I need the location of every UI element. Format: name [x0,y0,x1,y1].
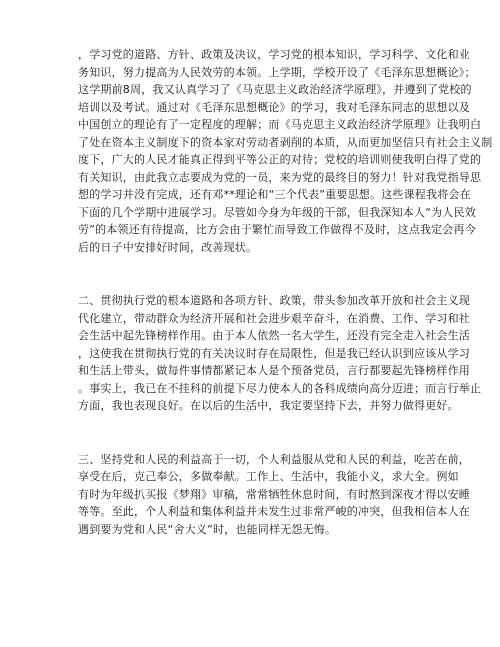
paragraph-spacer [78,256,436,292]
text-line: 了处在资本主义制度下的资本家对劳动者剥削的本质，从而更加坚信只有社会主义制 [78,135,493,149]
text-line: 劳”的本领还有待提高，比方会由于繁忙而导致工作做得不及时，这点我定会再今 [78,223,476,236]
text-line: 代化建立，带动群众为经济开展和社会进步艰辛奋斗，在消费、工作、学习和社 [78,311,470,325]
paragraph-spacer [78,415,436,451]
text-line: 后的日子中安排好时间，改善现状。 [78,240,258,254]
paragraph-section-two [78,292,482,415]
paragraph-section-three [78,451,470,539]
text-line: 下面的几个学期中进展学习。尽管如今身为年级的干部，但我深知本人“为人民效 [78,205,476,219]
text-line: 想的学习并没有完成，还有邓**理论和“三个代表”重要思想。这些课程我将会在 [78,188,471,201]
text-line: 方面，我也表现良好。在以后的生活中，我定要坚持下去，并努力做得更好。 [78,399,459,412]
text-line: 中国创立的理论有了一定程度的理解；而《马克思主义政治经济学原理》让我明白 [78,118,482,131]
text-line: 和生活上带头，做每件事情都紧记本人是个预备党员，言行都要起先锋榜样作用 [78,364,470,377]
document-body [78,46,493,538]
text-line: 这学期前8周，我又认真学习了《马克思主义政治经济学原理》，并遵到了党校的 [78,83,472,96]
text-line: 培训以及考试。通过对《毛泽东思想概论》的学习，我对毛泽东同志的思想以及 [78,100,470,114]
text-line: 三、坚持党和人民的利益高于一切，个人利益服从党和人民的利益，吃苦在前， [78,452,470,466]
text-line: 会生活中起先锋榜样作用。由于本人依然一名大学生，还没有完全走入社会生活 [78,329,470,342]
text-line: 有时为年级扒买报《梦翔》审稿，常常牺牲休息时间，有时熬到深夜才得以安睡 [78,487,470,501]
text-line: 遇到要为党和人民“舍大义”时，也能同样无怨无悔。 [78,522,337,536]
text-line: 二、贯彻执行党的根本道路和各项方针、政策，带头参加改革开放和社会主义现 [78,294,470,307]
text-line: 务知识，努力提高为人民效劳的本领。上学期，学校开设了《毛泽东思想概论》； [78,65,476,79]
text-line: ，这使我在贯彻执行党的有关决议时存在局限性，但是我已经认识到应该从学习 [78,346,470,360]
paragraph-study [78,46,493,256]
text-line: ，学习党的道路、方针、政策及决议，学习党的根本知识，学习科学、文化和业 [78,48,470,61]
text-line: 。事实上，我已在不挂科的前提下尽力使本人的各科成绩向高分迈进；而言行举止 [78,381,482,395]
text-line: 有关知识，由此我立志要成为党的一员，来为党的最终目的努力！针对我党指导思 [78,170,482,184]
text-line: 度下，广大的人民才能真正得到平等公正的对待；党校的培训则使我明白得了党的 [78,153,482,166]
text-line: 等等。至此，个人利益和集体利益并未发生过非常严峻的冲突，但我相信本人在 [78,505,470,518]
text-line: 享受在后，克己奉公，多做奉献。工作上、生活中，我能小义，求大全。例如 [78,470,459,483]
